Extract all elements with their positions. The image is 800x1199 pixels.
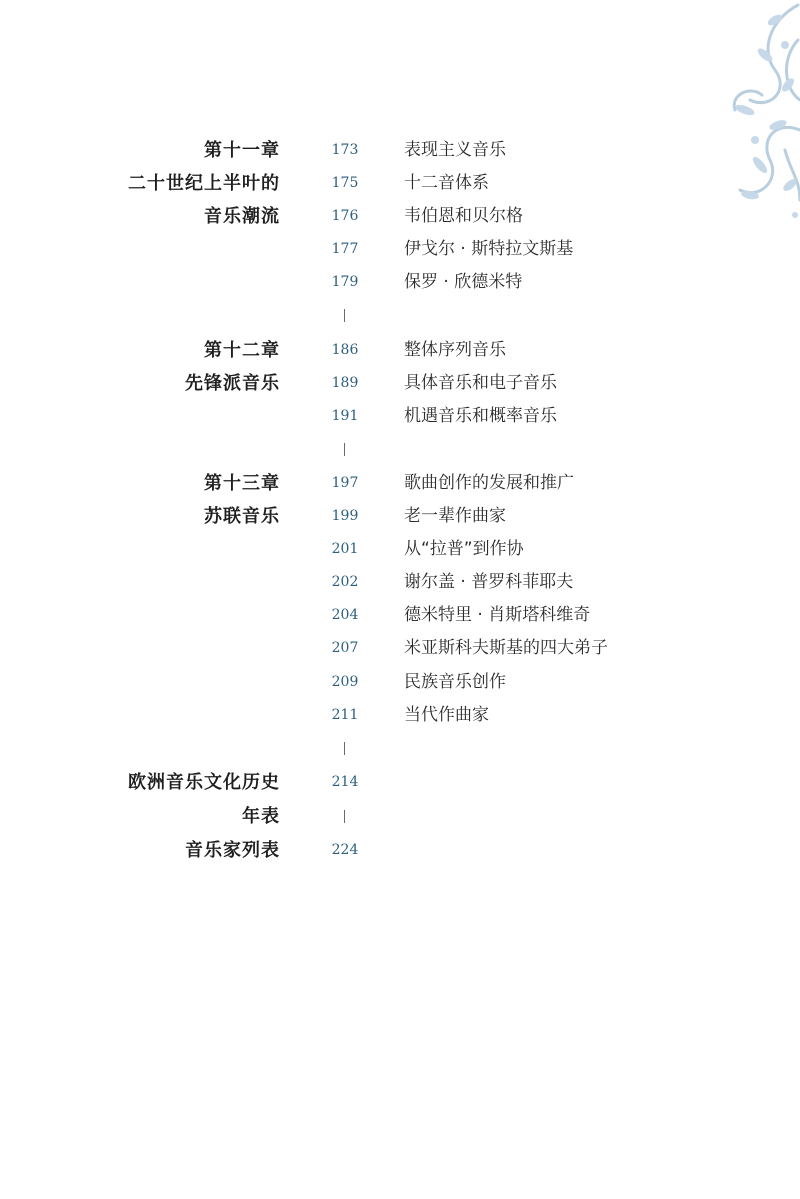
page-number: 211 bbox=[331, 707, 359, 723]
page-number: 173 bbox=[331, 142, 359, 158]
section-title: 整体序列音乐 bbox=[404, 340, 506, 360]
toc-row[interactable] bbox=[0, 334, 800, 367]
page-number: 189 bbox=[331, 375, 359, 391]
chapter-title: 第十一章 bbox=[204, 140, 280, 161]
section-title: 保罗 · 欣德米特 bbox=[404, 272, 523, 292]
page-number: 199 bbox=[331, 508, 359, 524]
section-title: 歌曲创作的发展和推广 bbox=[404, 473, 574, 493]
chapter-divider bbox=[0, 299, 800, 332]
chapter-title: 二十世纪上半叶的 bbox=[128, 173, 280, 194]
chapter-title: 音乐家列表 bbox=[185, 840, 280, 861]
toc-row[interactable] bbox=[0, 500, 800, 533]
section-title: 当代作曲家 bbox=[404, 705, 489, 725]
toc-row[interactable] bbox=[0, 200, 800, 233]
section-title: 十二音体系 bbox=[404, 173, 489, 193]
section-title: 伊戈尔 · 斯特拉文斯基 bbox=[404, 239, 574, 259]
page-number: 191 bbox=[331, 408, 359, 424]
section-title: 机遇音乐和概率音乐 bbox=[404, 406, 557, 426]
toc-row[interactable] bbox=[0, 533, 800, 566]
section-title: 民族音乐创作 bbox=[404, 672, 506, 692]
section-title: 表现主义音乐 bbox=[404, 140, 506, 160]
toc-row[interactable] bbox=[0, 599, 800, 632]
page-number: 209 bbox=[331, 674, 359, 690]
page-number: 207 bbox=[331, 640, 359, 656]
divider-line bbox=[344, 443, 345, 456]
page-number: 197 bbox=[331, 475, 359, 491]
section-title: 老一辈作曲家 bbox=[404, 506, 506, 526]
toc-row[interactable] bbox=[0, 467, 800, 500]
page-number: 177 bbox=[331, 241, 359, 257]
section-title: 从“拉普”到作协 bbox=[404, 539, 524, 559]
toc-row[interactable] bbox=[0, 566, 800, 599]
divider-line bbox=[344, 742, 345, 755]
divider-line bbox=[344, 309, 345, 322]
section-title: 米亚斯科夫斯基的四大弟子 bbox=[404, 638, 608, 658]
page-number: 204 bbox=[331, 607, 359, 623]
chapter-title: 第十二章 bbox=[204, 340, 280, 361]
chapter-title: 欧洲音乐文化历史 bbox=[128, 772, 280, 793]
page-number: 176 bbox=[331, 208, 359, 224]
toc-row[interactable] bbox=[0, 800, 800, 833]
page-number: 202 bbox=[331, 574, 359, 590]
section-title: 谢尔盖 · 普罗科菲耶夫 bbox=[404, 572, 574, 592]
chapter-title: 年表 bbox=[242, 806, 280, 827]
chapter-title: 第十三章 bbox=[204, 473, 280, 494]
section-title: 韦伯恩和贝尔格 bbox=[404, 206, 523, 226]
page-number: 179 bbox=[331, 274, 359, 290]
toc-row[interactable] bbox=[0, 134, 800, 167]
section-title: 德米特里 · 肖斯塔科维奇 bbox=[404, 605, 591, 625]
toc-row[interactable] bbox=[0, 367, 800, 400]
page-number: 201 bbox=[331, 541, 359, 557]
toc-row[interactable] bbox=[0, 233, 800, 266]
chapter-divider bbox=[0, 732, 800, 765]
toc-row[interactable] bbox=[0, 666, 800, 699]
toc-row[interactable] bbox=[0, 632, 800, 665]
chapter-title: 先锋派音乐 bbox=[185, 373, 280, 394]
toc-row[interactable] bbox=[0, 699, 800, 732]
toc-row[interactable] bbox=[0, 834, 800, 867]
toc-row[interactable] bbox=[0, 766, 800, 799]
toc-row[interactable] bbox=[0, 167, 800, 200]
page-number: 175 bbox=[331, 175, 359, 191]
chapter-title: 苏联音乐 bbox=[204, 506, 280, 527]
toc-row[interactable] bbox=[0, 266, 800, 299]
toc-row[interactable] bbox=[0, 400, 800, 433]
page-number: 214 bbox=[331, 774, 359, 790]
page-number: 224 bbox=[331, 842, 359, 858]
section-title: 具体音乐和电子音乐 bbox=[404, 373, 557, 393]
page-number: 186 bbox=[331, 342, 359, 358]
chapter-title: 音乐潮流 bbox=[204, 206, 280, 227]
chapter-divider bbox=[0, 433, 800, 466]
divider-line bbox=[344, 810, 345, 823]
